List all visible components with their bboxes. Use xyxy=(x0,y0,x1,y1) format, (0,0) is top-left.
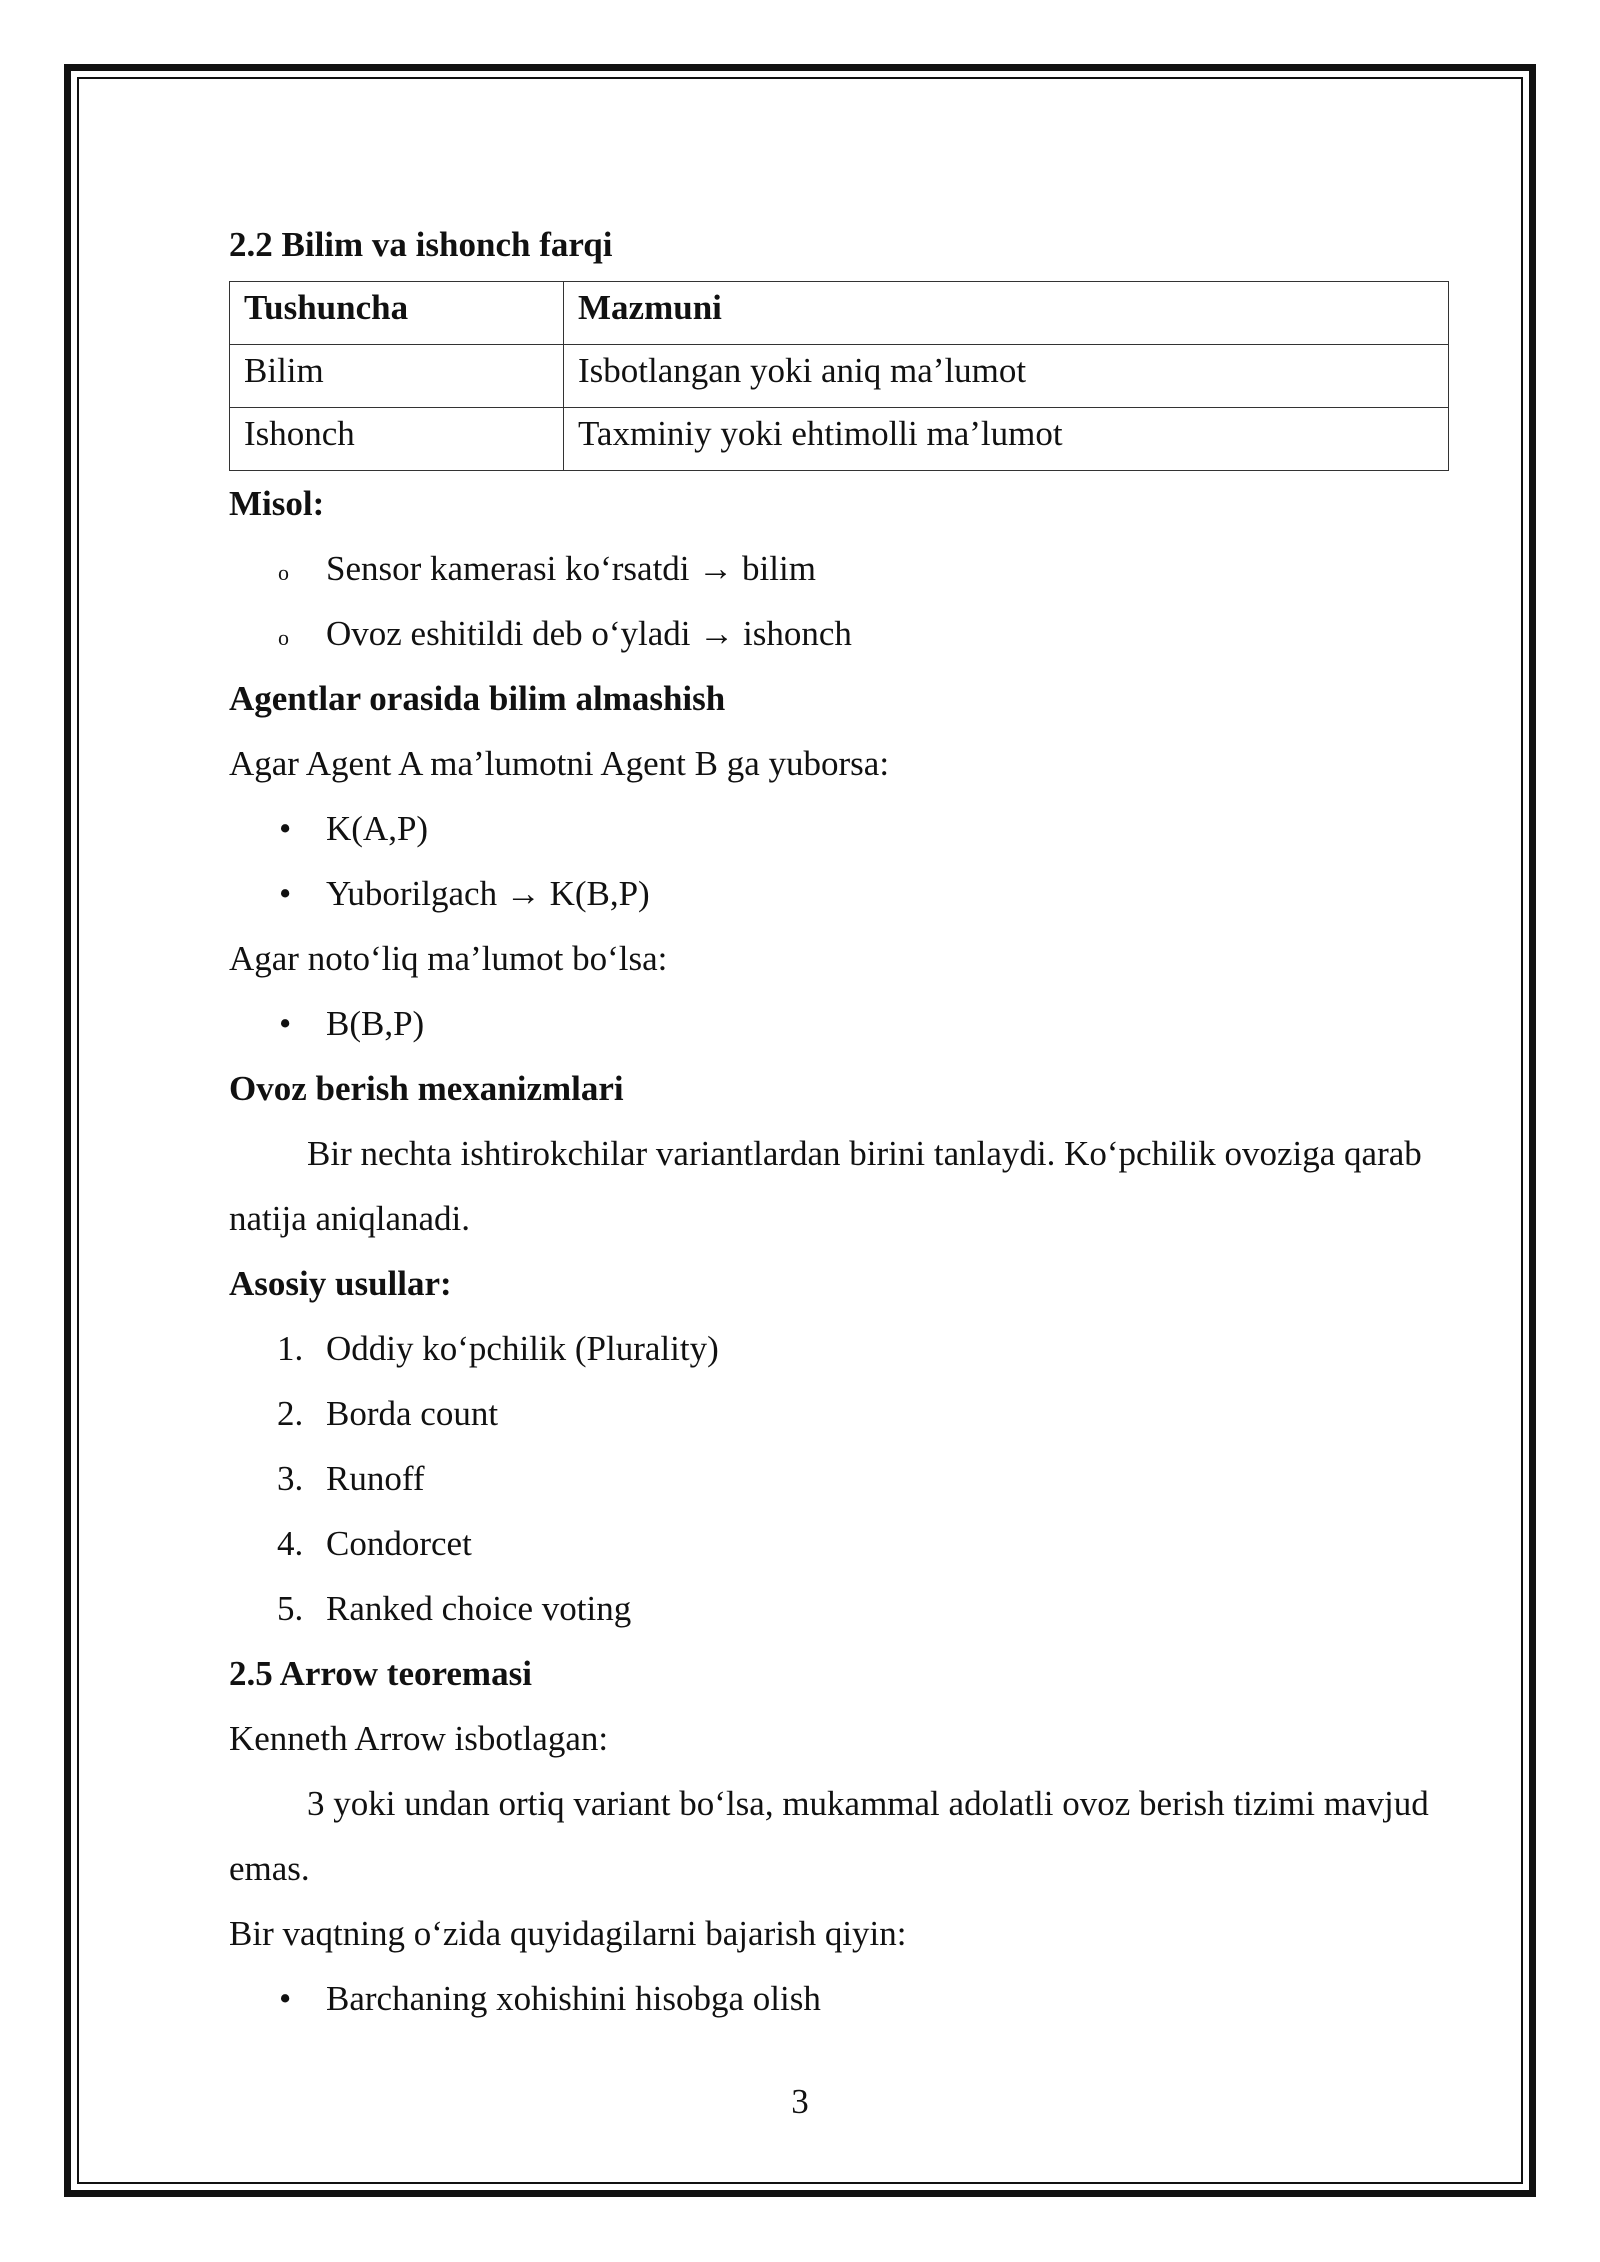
section-heading-2-2: 2.2 Bilim va ishonch farqi xyxy=(229,225,613,264)
table-cell: Isbotlangan yoki aniq ma’lumot xyxy=(564,345,1449,408)
circle-bullet-icon: o xyxy=(278,625,289,650)
bullet-icon: • xyxy=(279,1004,292,1043)
list-item xyxy=(229,861,1493,926)
paragraph: Agar noto‘liq ma’lumot bo‘lsa: xyxy=(229,939,668,978)
paragraph: Kenneth Arrow isbotlagan: xyxy=(229,1719,609,1758)
voting-heading: Ovoz berish mexanizmlari xyxy=(229,1069,624,1108)
knowledge-exchange-heading: Agentlar orasida bilim almashish xyxy=(229,679,726,718)
section-heading-2-5: 2.5 Arrow teoremasi xyxy=(229,1654,532,1693)
knowledge-belief-table xyxy=(229,281,1449,471)
methods-heading: Asosiy usullar: xyxy=(229,1264,452,1303)
page-content xyxy=(229,212,1493,2031)
paragraph-continuation: natija aniqlanadi. xyxy=(229,1199,471,1238)
list-item-text: Ovoz eshitildi deb o‘yladi → ishonch xyxy=(326,614,852,653)
list-item-text: Runoff xyxy=(326,1459,425,1498)
bullet-icon: • xyxy=(279,809,292,848)
paragraph: Bir nechta ishtirokchilar variantlardan birini tanlaydi. Ko‘pchilik ovoziga qarab xyxy=(307,1134,1422,1173)
list-item xyxy=(229,796,1493,861)
bullet-icon: • xyxy=(279,1979,292,2018)
list-number: 4. xyxy=(277,1524,304,1563)
list-item-text: Sensor kamerasi ko‘rsatdi → bilim xyxy=(326,549,816,588)
list-item xyxy=(229,1576,1493,1641)
list-item xyxy=(229,1966,1493,2031)
paragraph: Agar Agent A ma’lumotni Agent B ga yuborsa: xyxy=(229,744,890,783)
list-item xyxy=(229,1511,1493,1576)
table-cell: Ishonch xyxy=(230,408,564,471)
circle-bullet-icon: o xyxy=(278,560,289,585)
paragraph-continuation: emas. xyxy=(229,1849,310,1888)
list-item-text: K(A,P) xyxy=(326,809,429,848)
list-number: 1. xyxy=(277,1329,304,1368)
list-item xyxy=(229,1316,1493,1381)
list-number: 2. xyxy=(277,1394,304,1433)
list-number: 3. xyxy=(277,1459,304,1498)
list-number: 5. xyxy=(277,1589,304,1628)
page-number: 3 xyxy=(791,2082,809,2121)
list-item-text: Borda count xyxy=(326,1394,499,1433)
table-cell: Taxminiy yoki ehtimolli ma’lumot xyxy=(564,408,1449,471)
list-item xyxy=(229,1446,1493,1511)
table-header-cell: Mazmuni xyxy=(564,282,1449,345)
list-item-text: Oddiy ko‘pchilik (Plurality) xyxy=(326,1329,719,1368)
table-cell: Bilim xyxy=(230,345,564,408)
list-item-text: Barchaning xohishini hisobga olish xyxy=(326,1979,821,2018)
list-item xyxy=(229,991,1493,1056)
list-item xyxy=(229,536,1493,601)
paragraph: 3 yoki undan ortiq variant bo‘lsa, mukammal adolatli ovoz berish tizimi mavjud xyxy=(307,1784,1429,1823)
list-item-text: Condorcet xyxy=(326,1524,472,1563)
list-item xyxy=(229,601,1493,666)
list-item-text: Ranked choice voting xyxy=(326,1589,632,1628)
table-header-cell: Tushuncha xyxy=(230,282,564,345)
list-item-text: B(B,P) xyxy=(326,1004,425,1043)
table-row xyxy=(230,345,1449,408)
bullet-icon: • xyxy=(279,874,292,913)
list-item-text: Yuborilgach → K(B,P) xyxy=(326,874,650,913)
table-header-row xyxy=(230,282,1449,345)
table-row xyxy=(230,408,1449,471)
example-label: Misol: xyxy=(229,484,325,523)
paragraph: Bir vaqtning o‘zida quyidagilarni bajarish qiyin: xyxy=(229,1914,907,1953)
list-item xyxy=(229,1381,1493,1446)
